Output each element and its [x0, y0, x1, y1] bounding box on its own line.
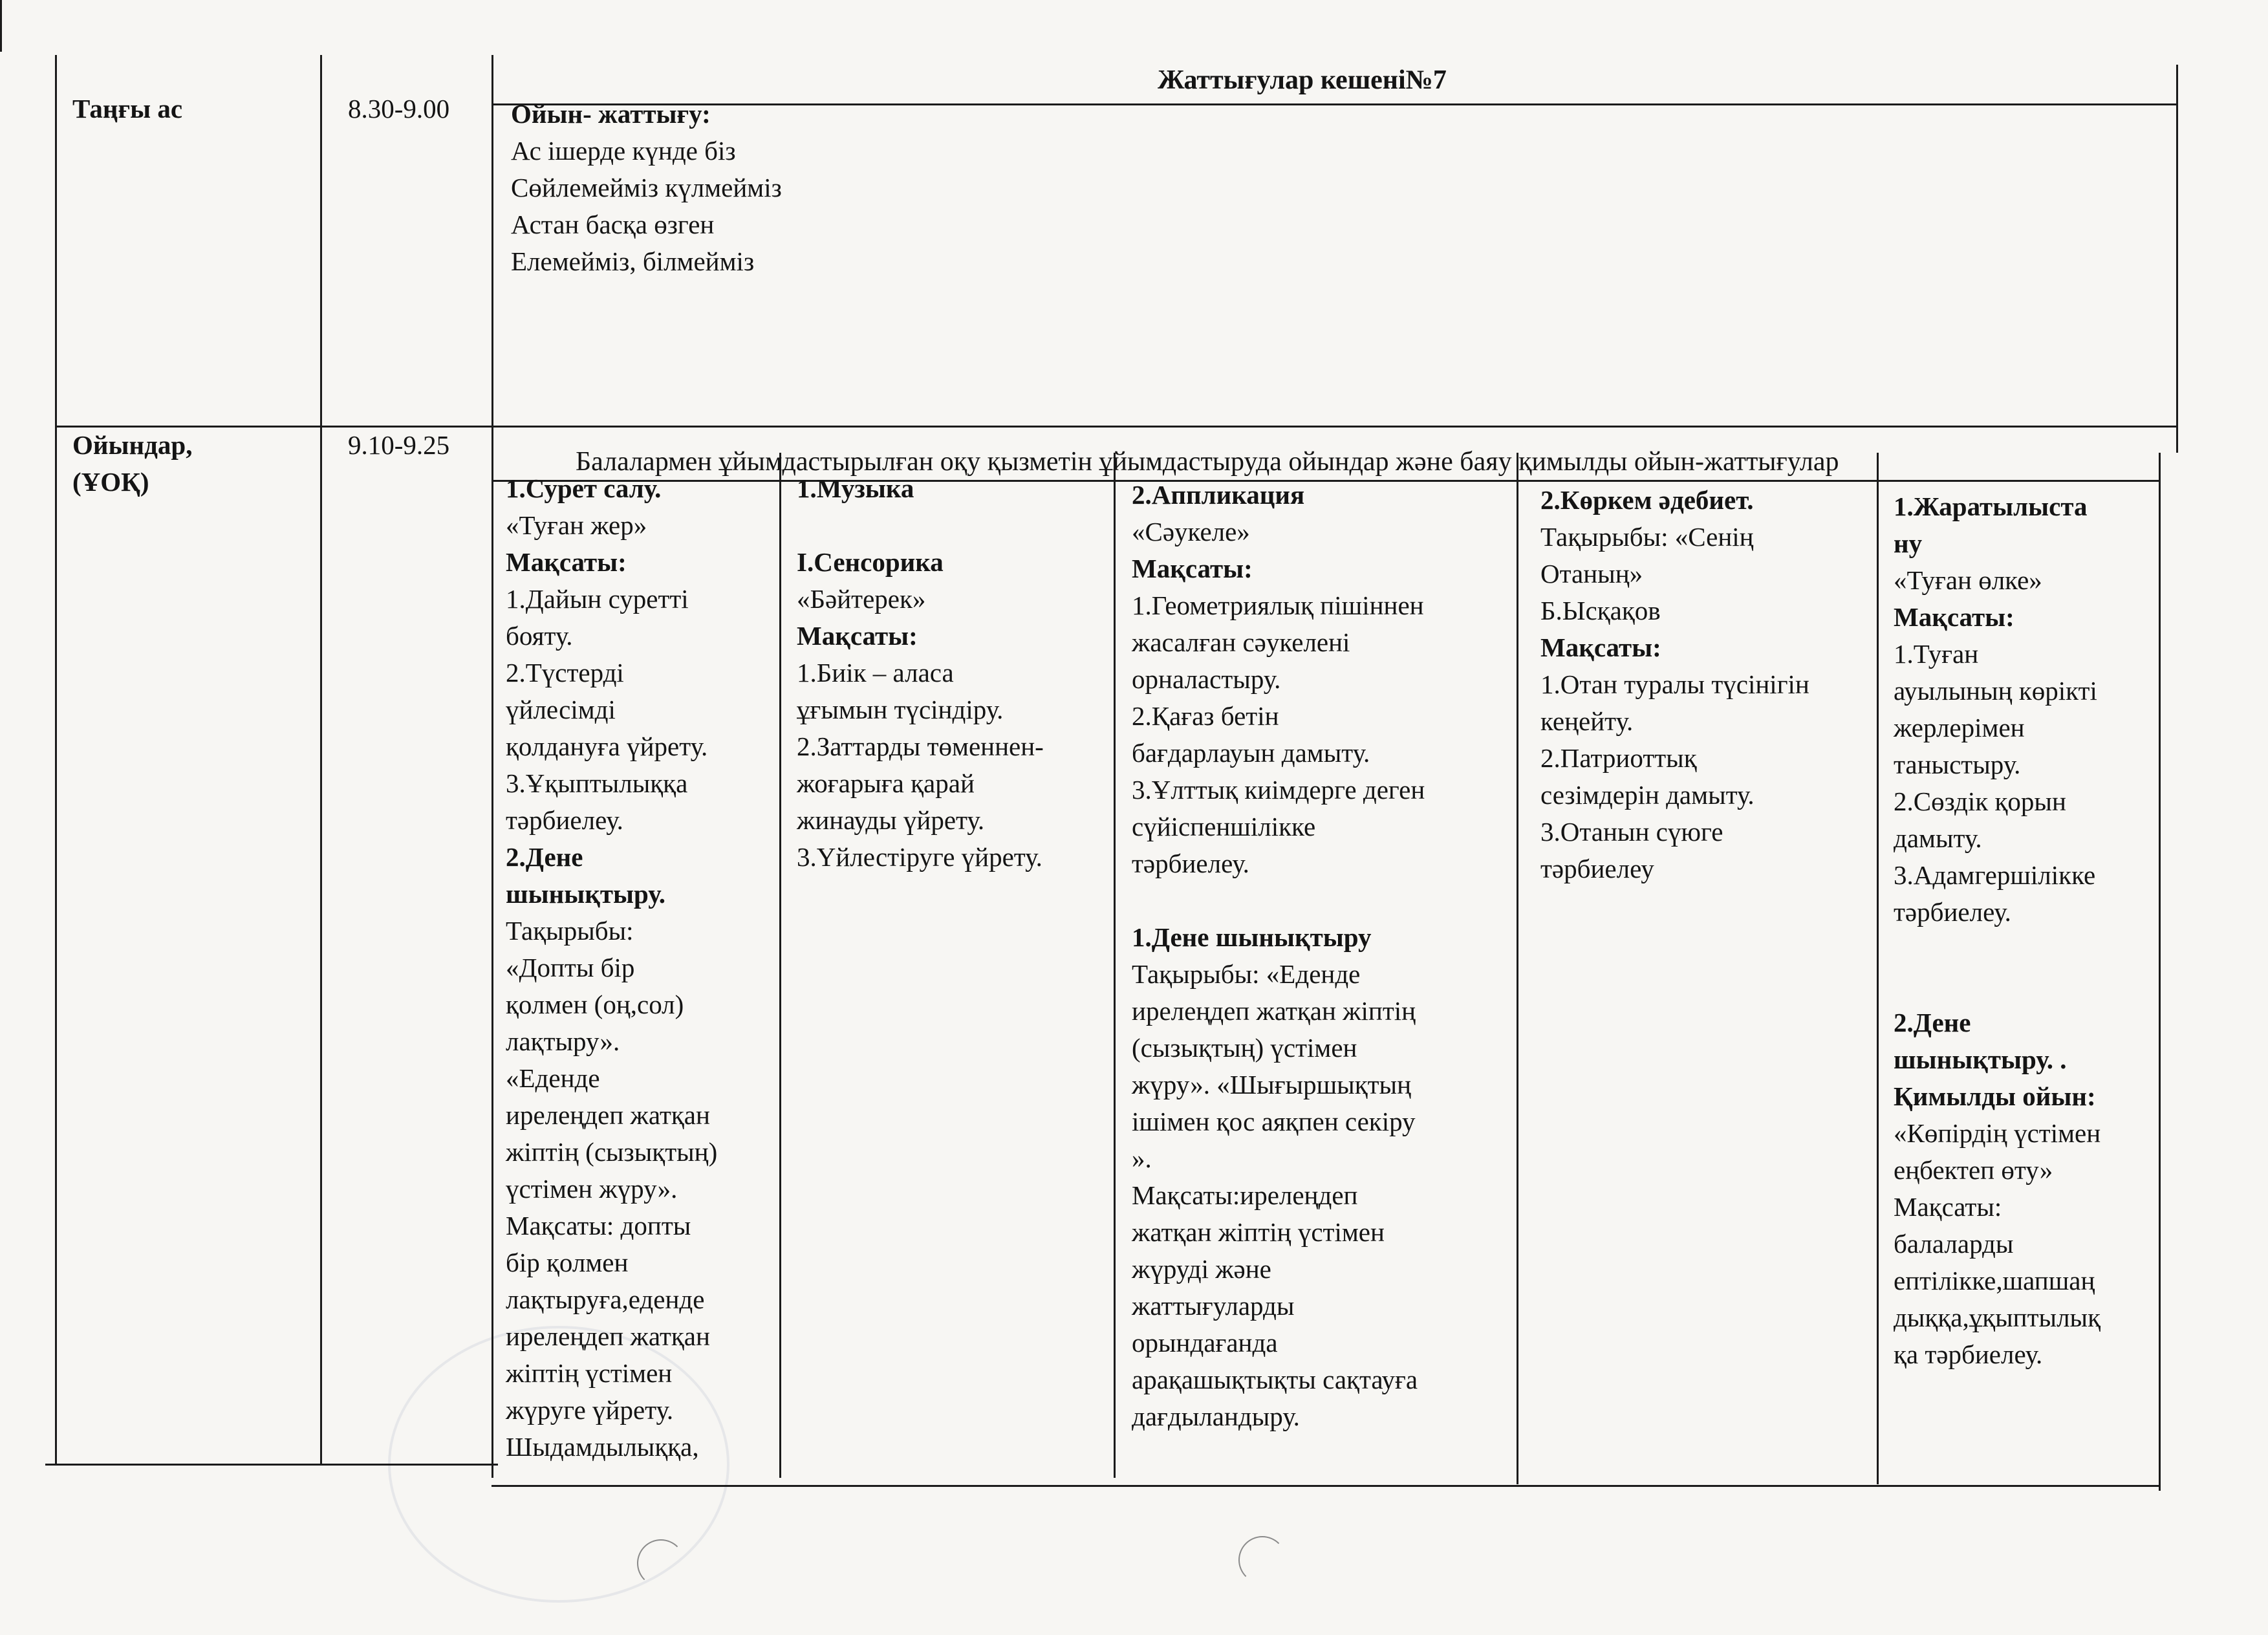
- activity-column-5-line: балаларды: [1894, 1229, 2014, 1259]
- activity-column-3: [1132, 477, 1513, 1435]
- breakfast-content-line: Сөйлемейміз күлмейміз: [511, 173, 782, 202]
- activity-column-1-line: 3.Ұқыптылыққа: [506, 768, 688, 798]
- col-divider-4: [1877, 453, 1879, 1484]
- table-header-title: Жаттығулар кешені№7: [1158, 65, 1447, 95]
- activity-column-5-line: «Көпірдің үстімен: [1894, 1118, 2101, 1148]
- activity-column-5-line: Қимылды ойын:: [1894, 1081, 2096, 1111]
- activity-column-3-line: ».: [1132, 1143, 1152, 1173]
- breakfast-content-line: Ас ішерде күнде біз: [511, 136, 736, 166]
- activity-column-3-line: 1.Дене шынықтыру: [1132, 922, 1372, 952]
- activity-column-3-line: жүруді және: [1132, 1254, 1271, 1284]
- activity-column-1-line: «Еденде: [506, 1063, 600, 1093]
- activity-column-2-line: ұғымын түсіндіру.: [797, 695, 1004, 724]
- activity-column-3-line: ирелеңдеп жатқан жіптің: [1132, 996, 1416, 1026]
- activity-column-1-line: жіптің (сызықтың): [506, 1137, 718, 1167]
- activity-column-4-line: Отаның»: [1540, 559, 1643, 589]
- activity-column-3-line: Тақырыбы: «Еденде: [1132, 959, 1361, 989]
- activity-column-2-line: 1.Биік – аласа: [797, 658, 954, 688]
- activity-column-2-line: жоғарыға қарай: [797, 768, 975, 798]
- activity-column-1-line: Мақсаты: допты: [506, 1211, 691, 1240]
- activity-column-3-line: жасалған сәукелені: [1132, 627, 1350, 657]
- activity-column-1-line: лақтыруға,еденде: [506, 1284, 705, 1314]
- activity-column-4-line: 2.Патриоттық: [1540, 743, 1697, 773]
- page-left-margin-line: [0, 0, 2, 52]
- activity-column-1-line: бояту.: [506, 621, 573, 651]
- breakfast-content-line: Елемейміз, білмейміз: [511, 246, 755, 276]
- activity-column-4-line: 2.Көркем әдебиет.: [1540, 485, 1754, 515]
- activity-column-1-line: қолмен (оң,сол): [506, 990, 684, 1019]
- activity-column-3-line: тәрбиелеу.: [1132, 849, 1249, 878]
- activity-column-1: [506, 470, 777, 1466]
- activity-column-5-line: «Туған өлке»: [1894, 565, 2042, 595]
- col-divider-3: [1517, 453, 1518, 1484]
- activity-column-3-line: [1132, 882, 1513, 919]
- activity-column-1-line: 1.Сурет салу.: [506, 473, 662, 503]
- activity-column-3-line: жатқан жіптің үстімен: [1132, 1217, 1385, 1247]
- activity-column-5-line: 3.Адамгершілікке: [1894, 860, 2096, 890]
- activity-column-1-line: қолдануға үйрету.: [506, 731, 708, 761]
- activity-column-5-line: 1.Туған: [1894, 639, 1979, 669]
- activity-column-3-line: жүру». «Шығыршықтың: [1132, 1070, 1412, 1099]
- activity-column-5-line: жерлерімен: [1894, 713, 2025, 742]
- left-table-bottom-line: [45, 1464, 498, 1466]
- activity-column-3-line: Мақсаты:ирелеңдеп: [1132, 1180, 1358, 1210]
- activity-column-5-line: еңбектеп өту»: [1894, 1155, 2053, 1185]
- activity-column-5-line: [1894, 968, 2155, 1004]
- row-name-games: [72, 427, 192, 501]
- col-divider-1: [779, 453, 781, 1478]
- activity-column-2-line: жинауды үйрету.: [797, 805, 985, 835]
- activity-column-3-line: 1.Геометриялық пішіннен: [1132, 590, 1424, 620]
- activity-column-1-line: жіптің үстімен: [506, 1358, 673, 1388]
- activity-column-5-line: Мақсаты:: [1894, 1192, 2002, 1222]
- activity-column-5: [1894, 488, 2155, 1373]
- activity-column-4-line: Тақырыбы: «Сенің: [1540, 522, 1754, 552]
- activity-column-3-line: (сызықтың) үстімен: [1132, 1033, 1357, 1063]
- activity-column-5-line: [1894, 931, 2155, 968]
- activity-column-1-line: шынықтыру.: [506, 879, 665, 909]
- activity-column-3-line: орындағанда: [1132, 1328, 1278, 1358]
- activity-column-3-line: Мақсаты:: [1132, 554, 1253, 583]
- activity-column-4-line: сезімдерін дамыту.: [1540, 780, 1755, 810]
- activity-column-1-line: үстімен жүру».: [506, 1174, 678, 1204]
- activity-column-5-line: дамыту.: [1894, 823, 1982, 853]
- activity-column-3-line: сүйіспеншілікке: [1132, 812, 1316, 841]
- activity-column-3-line: «Сәукеле»: [1132, 517, 1250, 547]
- activity-column-1-line: Мақсаты:: [506, 547, 627, 577]
- row-name-games-line-1: Ойындар,: [72, 430, 193, 460]
- right-table-bottom-line: [491, 1485, 2160, 1487]
- activity-column-3-line: арақашықтықты сақтауға: [1132, 1365, 1418, 1394]
- activity-column-3-line: дағдыландыру.: [1132, 1402, 1300, 1431]
- activity-column-2-line: [797, 507, 1107, 544]
- activity-column-5-line: қа тәрбиелеу.: [1894, 1339, 2043, 1369]
- breakfast-content-line: Ойын- жаттығу:: [511, 99, 711, 129]
- breakfast-content-line: Астан басқа өзген: [511, 210, 715, 239]
- activity-column-1-line: тәрбиелеу.: [506, 805, 623, 835]
- activity-column-3-line: жаттығуларды: [1132, 1291, 1295, 1321]
- games-intro-text: Балалармен ұйымдастырылған оқу қызметін ұйымдастыруда ойындар және баяу қимылды ойын-жаттығулар: [576, 447, 1839, 477]
- activity-column-5-line: шынықтыру. .: [1894, 1045, 2067, 1074]
- scan-hole-mark-left: [637, 1539, 685, 1587]
- activity-column-2: [797, 470, 1107, 876]
- activity-column-1-line: жүруге үйрету.: [506, 1395, 674, 1425]
- scan-hole-mark-right: [1238, 1536, 1286, 1584]
- activity-column-1-line: бір қолмен: [506, 1248, 629, 1277]
- activity-column-1-line: 2.Түстерді: [506, 658, 624, 688]
- activity-column-4-line: Б.Ысқақов: [1540, 596, 1661, 625]
- activity-column-5-line: Мақсаты:: [1894, 602, 2014, 632]
- table-left-border: [55, 55, 57, 1465]
- activity-column-5-line: тәрбиелеу.: [1894, 897, 2011, 927]
- activity-column-3-line: 3.Ұлттық киімдерге деген: [1132, 775, 1425, 805]
- activity-column-4-line: Мақсаты:: [1540, 633, 1661, 662]
- activity-column-1-line: «Допты бір: [506, 953, 635, 982]
- activity-column-5-line: 2.Дене: [1894, 1008, 1971, 1037]
- activity-column-1-line: ирелеңдеп жатқан: [506, 1321, 710, 1351]
- table-right-border-lower: [2159, 453, 2161, 1491]
- activity-column-2-line: Мақсаты:: [797, 621, 918, 651]
- name-time-divider: [320, 55, 322, 1465]
- breakfast-content: [511, 96, 782, 280]
- table-right-border-upper: [2176, 65, 2178, 453]
- activity-column-3-line: ішімен қос аяқпен секіру: [1132, 1107, 1416, 1136]
- activity-column-4-line: 1.Отан туралы түсінігін: [1540, 669, 1809, 699]
- activity-column-5-line: ептілікке,шапшаң: [1894, 1266, 2095, 1295]
- activity-column-2-line: «Бәйтерек»: [797, 584, 926, 614]
- activity-column-1-line: 1.Дайын суретті: [506, 584, 689, 614]
- activity-column-5-line: ауылының көрікті: [1894, 676, 2097, 706]
- activity-column-3-line: орналастыру.: [1132, 664, 1281, 694]
- activity-column-1-line: үйлесімді: [506, 695, 616, 724]
- activity-column-4-line: тәрбиелеу: [1540, 854, 1654, 883]
- activity-column-1-line: ирелеңдеп жатқан: [506, 1100, 710, 1130]
- activity-column-3-line: 2.Аппликация: [1132, 480, 1305, 510]
- activity-column-3-line: 2.Қағаз бетін: [1132, 701, 1279, 731]
- row-name-breakfast: Таңғы ас: [72, 94, 183, 124]
- activity-column-4-line: 3.Отанын сүюге: [1540, 817, 1723, 847]
- activity-column-5-line: дыққа,ұқыптылық: [1894, 1303, 2101, 1332]
- col-divider-2: [1114, 453, 1116, 1478]
- row-name-games-line-2: (ҰОҚ): [72, 467, 149, 497]
- activity-column-1-line: Тақырыбы:: [506, 916, 634, 946]
- activity-column-5-line: 2.Сөздік қорын: [1894, 786, 2066, 816]
- activity-column-5-line: таныстыру.: [1894, 750, 2021, 779]
- activity-column-1-line: 2.Дене: [506, 842, 583, 872]
- activity-column-2-line: 2.Заттарды төменнен-: [797, 731, 1044, 761]
- activity-column-5-line: 1.Жаратылыста: [1894, 492, 2088, 521]
- activity-column-3-line: бағдарлауын дамыту.: [1132, 738, 1370, 768]
- activity-column-5-line: ну: [1894, 528, 1923, 558]
- activity-column-1-line: лақтыру».: [506, 1026, 620, 1056]
- row-time-breakfast: 8.30-9.00: [348, 94, 450, 124]
- time-content-divider: [491, 55, 493, 1478]
- activity-column-1-line: «Туған жер»: [506, 510, 647, 540]
- activity-column-4-line: кеңейту.: [1540, 706, 1634, 736]
- activity-column-2-line: 1.Музыка: [797, 473, 914, 503]
- activity-column-2-line: І.Сенсорика: [797, 547, 944, 577]
- activity-column-2-line: 3.Үйлестіруге үйрету.: [797, 842, 1042, 872]
- row-time-games: 9.10-9.25: [348, 430, 450, 460]
- activity-column-4: [1540, 482, 1874, 887]
- activity-column-1-line: Шыдамдылыққа,: [506, 1432, 699, 1462]
